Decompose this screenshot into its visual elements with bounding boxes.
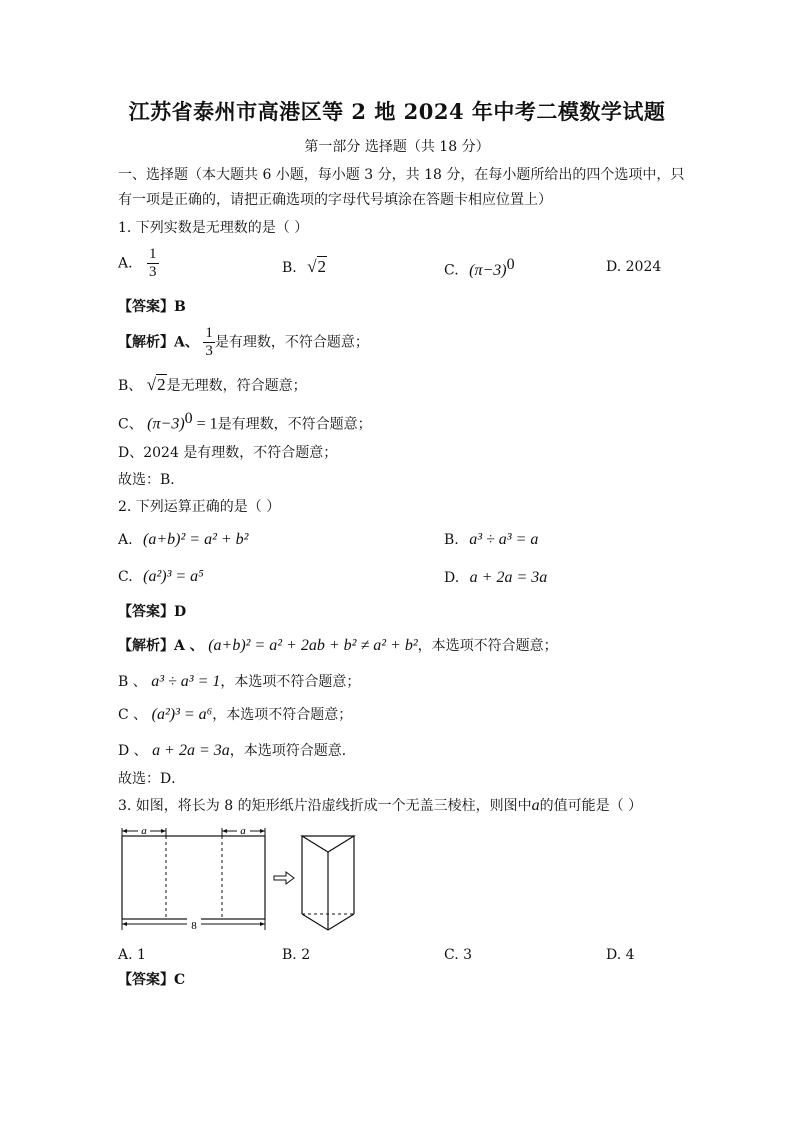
q1-option-c-exponent: 0 bbox=[506, 256, 515, 273]
q1-analysis-a bbox=[118, 325, 369, 360]
q1-analysis-c bbox=[118, 409, 372, 435]
q2-analysis-a-text: ，本选项不符合题意； bbox=[417, 638, 558, 654]
q2-analysis-d-expr: a + 2a = 3a bbox=[152, 742, 230, 759]
q1-option-a-label: A. bbox=[118, 255, 133, 272]
page-title: 江苏省泰州市高港区等 2 地 2024 年中考二模数学试题 bbox=[128, 99, 666, 124]
arrow-head bbox=[161, 829, 166, 833]
q1-option-b bbox=[282, 257, 327, 278]
q2-analysis-d-label: D 、 bbox=[118, 743, 148, 759]
q1-analysis-a-fraction bbox=[203, 325, 215, 360]
prism-edge bbox=[328, 914, 354, 930]
transform-arrow-icon bbox=[274, 872, 294, 884]
fraction-denominator: 3 bbox=[205, 343, 213, 359]
q1-analysis-c-text: 是有理数，不符合题意； bbox=[217, 416, 372, 433]
q2-stem: 2. 下列运算正确的是（ ） bbox=[118, 499, 281, 515]
q2-option-c bbox=[118, 567, 204, 587]
q3-figure bbox=[112, 818, 372, 938]
arrow-head bbox=[222, 829, 227, 833]
q2-conclusion: 故选：D． bbox=[118, 771, 186, 787]
q1-analysis-c-equals: = 1 bbox=[192, 415, 218, 433]
q1-analysis-b-text: 是无理数，符合题意； bbox=[166, 378, 307, 394]
q1-analysis-c-label: C、 bbox=[118, 416, 143, 433]
prism-top-face bbox=[302, 836, 354, 852]
q3-stem-post: 的值可能是（ ） bbox=[539, 798, 643, 814]
sqrt-radicand: 2 bbox=[317, 257, 327, 276]
q1-stem: 1. 下列实数是无理数的是（ ） bbox=[118, 220, 309, 236]
label-a-left: a bbox=[141, 825, 147, 837]
q1-analysis-label: 【解析】A、 bbox=[118, 334, 199, 351]
q1-option-a bbox=[118, 246, 159, 281]
q2-analysis-c-label: C 、 bbox=[118, 707, 148, 723]
label-length: 8 bbox=[191, 920, 197, 932]
q1-option-c bbox=[444, 255, 515, 281]
q2-analysis-b-expr: a³ ÷ a³ = 1 bbox=[151, 673, 221, 690]
q1-analysis-b-label: B、 bbox=[118, 378, 143, 394]
arrow-head bbox=[260, 922, 265, 926]
q2-option-b-label: B. bbox=[444, 532, 459, 548]
q1-option-b-label: B. bbox=[282, 260, 297, 276]
q1-analysis-c-exponent: 0 bbox=[184, 410, 193, 427]
q1-option-c-expr: (π−3) bbox=[469, 261, 507, 279]
q3-answer: 【答案】C bbox=[118, 972, 186, 988]
q2-analysis-a-expr: (a+b)² = a² + 2ab + b² ≠ a² + b² bbox=[208, 637, 418, 654]
fraction-denominator: 3 bbox=[149, 264, 157, 280]
sqrt-radicand: 2 bbox=[157, 375, 166, 394]
arrow-head bbox=[122, 922, 127, 926]
q1-conclusion: 故选：B． bbox=[118, 472, 185, 488]
q2-option-d-label: D. bbox=[444, 570, 460, 586]
q2-analysis-b-label: B 、 bbox=[118, 674, 147, 690]
fraction-numerator: 1 bbox=[205, 325, 213, 341]
q2-option-c-expr: (a²)³ = a⁵ bbox=[143, 568, 204, 585]
q2-analysis-d bbox=[118, 741, 356, 761]
arrow-head bbox=[260, 829, 265, 833]
prism-edge bbox=[302, 914, 328, 930]
sqrt-symbol: √2 bbox=[146, 375, 166, 394]
q2-option-a-expr: (a+b)² = a² + b² bbox=[143, 531, 249, 548]
rectangle-paper bbox=[122, 836, 265, 919]
arrow-head bbox=[122, 829, 127, 833]
q2-option-b-expr: a³ ÷ a³ = a bbox=[469, 531, 539, 548]
q2-analysis-a bbox=[118, 636, 558, 656]
q3-stem-pre: 3. 如图，将长为 8 的矩形纸片沿虚线折成一个无盖三棱柱，则图中 bbox=[118, 798, 532, 814]
q2-analysis-label: 【解析】A 、 bbox=[118, 638, 204, 654]
q1-option-d: D. 2024 bbox=[606, 259, 662, 275]
q2-option-c-label: C. bbox=[118, 569, 133, 585]
q1-option-c-label: C. bbox=[444, 262, 459, 279]
q2-analysis-c bbox=[118, 705, 352, 725]
q2-option-d bbox=[444, 568, 547, 588]
q1-analysis-c-expr: (π−3) bbox=[147, 415, 185, 433]
q3-stem bbox=[118, 796, 642, 816]
part-subtitle: 第一部分 选择题（共 18 分） bbox=[304, 139, 490, 155]
q1-analysis-a-text: 是有理数，不符合题意； bbox=[214, 334, 369, 351]
q2-option-a-label: A. bbox=[118, 532, 133, 548]
sqrt-symbol: √2 bbox=[307, 257, 327, 276]
q2-analysis-b bbox=[118, 672, 360, 692]
q2-answer: 【答案】D bbox=[118, 604, 187, 620]
q1-answer: 【答案】B bbox=[118, 299, 186, 315]
q1-analysis-d: D、2024 是有理数，不符合题意； bbox=[118, 445, 338, 461]
label-a-right: a bbox=[240, 825, 246, 837]
section-instructions-line2: 有一项是正确的，请把正确选项的字母代号填涂在答题卡相应位置上） bbox=[118, 192, 552, 208]
q1-option-a-fraction bbox=[147, 246, 159, 281]
q2-analysis-c-text: ，本选项不符合题意； bbox=[212, 707, 353, 723]
section-instructions-line1: 一、选择题（本大题共 6 小题，每小题 3 分，共 18 分，在每小题所给出的四个选项中，只 bbox=[118, 167, 685, 183]
q2-analysis-b-text: ，本选项不符合题意； bbox=[220, 674, 361, 690]
q1-analysis-b bbox=[118, 375, 307, 396]
q3-option-c: C. 3 bbox=[444, 947, 473, 963]
q3-option-a: A. 1 bbox=[118, 947, 146, 963]
fraction-numerator: 1 bbox=[149, 246, 157, 262]
q2-option-b bbox=[444, 530, 538, 550]
q2-option-d-expr: a + 2a = 3a bbox=[469, 569, 548, 586]
q2-option-a bbox=[118, 530, 248, 550]
q3-option-b: B. 2 bbox=[282, 947, 311, 963]
q2-analysis-c-expr: (a²)³ = a⁶ bbox=[151, 706, 213, 723]
q3-option-d: D. 4 bbox=[606, 947, 635, 963]
q2-analysis-d-text: ，本选项符合题意． bbox=[229, 743, 356, 759]
q3-stem-var: a bbox=[531, 797, 540, 814]
